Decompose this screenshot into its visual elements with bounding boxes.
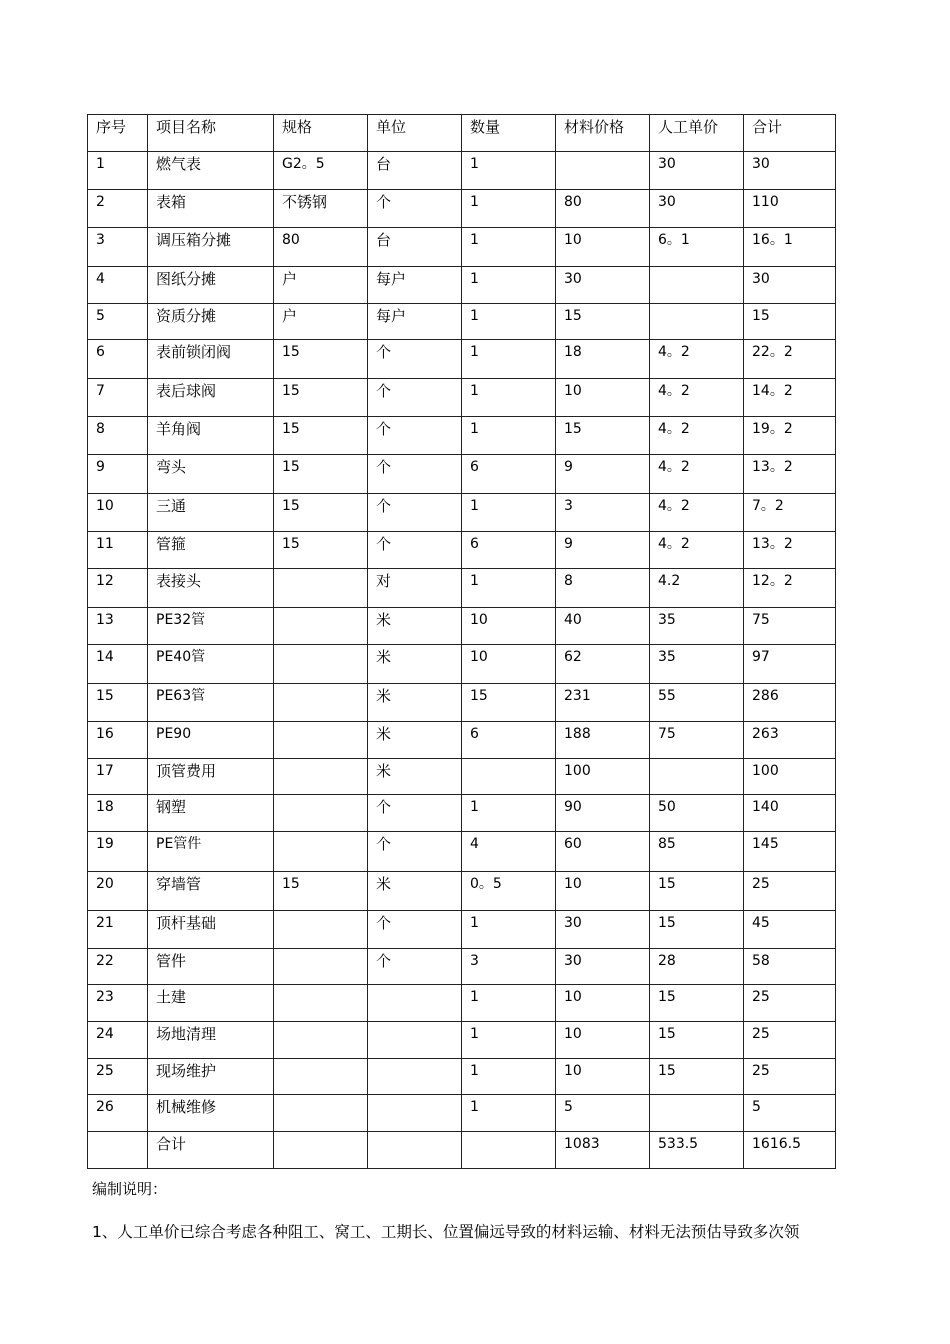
cell-col-material-price: 80 bbox=[556, 190, 650, 228]
cell-col-total: 145 bbox=[744, 832, 836, 872]
header-col-unit: 单位 bbox=[368, 115, 462, 152]
table-row bbox=[88, 1059, 836, 1095]
cell-col-index: 6 bbox=[88, 340, 148, 379]
cell-col-material-price: 10 bbox=[556, 228, 650, 267]
cell-col-item-name: 燃气表 bbox=[148, 152, 274, 190]
cell-col-spec bbox=[274, 645, 368, 684]
table-row bbox=[88, 190, 836, 228]
cell-col-unit: 米 bbox=[368, 872, 462, 911]
cell-col-index: 14 bbox=[88, 645, 148, 684]
table-row bbox=[88, 1095, 836, 1132]
table-row bbox=[88, 684, 836, 722]
cost-table bbox=[87, 114, 836, 1169]
cell-col-labor-price: 533.5 bbox=[650, 1132, 744, 1169]
cell-col-quantity bbox=[462, 1132, 556, 1169]
cell-col-spec: 户 bbox=[274, 267, 368, 304]
cell-col-item-name: PE32管 bbox=[148, 608, 274, 645]
cell-col-total: 140 bbox=[744, 795, 836, 832]
cell-col-quantity: 1 bbox=[462, 152, 556, 190]
table-row bbox=[88, 455, 836, 494]
cell-col-spec: 15 bbox=[274, 417, 368, 455]
cell-col-unit: 个 bbox=[368, 417, 462, 455]
cell-col-quantity: 1 bbox=[462, 1022, 556, 1059]
cell-col-unit: 对 bbox=[368, 569, 462, 608]
table-row bbox=[88, 985, 836, 1022]
cell-col-index: 22 bbox=[88, 949, 148, 985]
cell-col-labor-price: 85 bbox=[650, 832, 744, 872]
table-row bbox=[88, 722, 836, 759]
cell-col-item-name: 土建 bbox=[148, 985, 274, 1022]
table-row bbox=[88, 267, 836, 304]
cell-col-item-name: 合计 bbox=[148, 1132, 274, 1169]
cell-col-total: 15 bbox=[744, 304, 836, 340]
cell-col-unit bbox=[368, 1022, 462, 1059]
cell-col-total: 5 bbox=[744, 1095, 836, 1132]
cell-col-index: 2 bbox=[88, 190, 148, 228]
cell-col-material-price bbox=[556, 152, 650, 190]
cell-col-labor-price: 4。2 bbox=[650, 379, 744, 417]
cell-col-spec bbox=[274, 608, 368, 645]
cell-col-total: 12。2 bbox=[744, 569, 836, 608]
cell-col-spec bbox=[274, 684, 368, 722]
cell-col-material-price: 10 bbox=[556, 1022, 650, 1059]
cell-col-unit bbox=[368, 1132, 462, 1169]
cell-col-spec: 15 bbox=[274, 379, 368, 417]
cell-col-labor-price: 4。2 bbox=[650, 494, 744, 532]
cell-col-index: 8 bbox=[88, 417, 148, 455]
cell-col-item-name: 羊角阀 bbox=[148, 417, 274, 455]
cell-col-material-price: 188 bbox=[556, 722, 650, 759]
cell-col-item-name: 顶管费用 bbox=[148, 759, 274, 795]
cell-col-quantity: 3 bbox=[462, 949, 556, 985]
cell-col-item-name: 穿墙管 bbox=[148, 872, 274, 911]
table-header-row bbox=[88, 115, 836, 152]
cell-col-material-price: 231 bbox=[556, 684, 650, 722]
cell-col-item-name: 管箍 bbox=[148, 532, 274, 569]
header-col-labor-price: 人工单价 bbox=[650, 115, 744, 152]
table-row bbox=[88, 494, 836, 532]
cell-col-unit: 个 bbox=[368, 532, 462, 569]
cell-col-labor-price: 15 bbox=[650, 872, 744, 911]
cell-col-unit: 个 bbox=[368, 832, 462, 872]
cell-col-index: 15 bbox=[88, 684, 148, 722]
cell-col-total: 16。1 bbox=[744, 228, 836, 267]
cell-col-quantity: 1 bbox=[462, 190, 556, 228]
cell-col-item-name: 三通 bbox=[148, 494, 274, 532]
cell-col-total: 19。2 bbox=[744, 417, 836, 455]
cell-col-unit: 个 bbox=[368, 455, 462, 494]
cell-col-unit: 个 bbox=[368, 795, 462, 832]
cell-col-spec bbox=[274, 1132, 368, 1169]
cell-col-quantity: 10 bbox=[462, 608, 556, 645]
cell-col-material-price: 15 bbox=[556, 417, 650, 455]
cell-col-quantity: 6 bbox=[462, 455, 556, 494]
cell-col-unit: 个 bbox=[368, 949, 462, 985]
cell-col-index: 7 bbox=[88, 379, 148, 417]
cell-col-index: 13 bbox=[88, 608, 148, 645]
table-row bbox=[88, 872, 836, 911]
table-row bbox=[88, 949, 836, 985]
cell-col-spec bbox=[274, 985, 368, 1022]
cell-col-quantity: 6 bbox=[462, 532, 556, 569]
cell-col-item-name: 资质分摊 bbox=[148, 304, 274, 340]
cell-col-material-price: 30 bbox=[556, 911, 650, 949]
cell-col-labor-price: 15 bbox=[650, 911, 744, 949]
cell-col-material-price: 100 bbox=[556, 759, 650, 795]
cell-col-quantity: 1 bbox=[462, 267, 556, 304]
cell-col-labor-price: 4。2 bbox=[650, 455, 744, 494]
cell-col-unit: 每户 bbox=[368, 267, 462, 304]
cell-col-labor-price: 30 bbox=[650, 190, 744, 228]
header-col-material-price: 材料价格 bbox=[556, 115, 650, 152]
cell-col-total: 25 bbox=[744, 1022, 836, 1059]
cell-col-total: 58 bbox=[744, 949, 836, 985]
cell-col-item-name: 弯头 bbox=[148, 455, 274, 494]
cell-col-quantity: 6 bbox=[462, 722, 556, 759]
cell-col-item-name: 表后球阀 bbox=[148, 379, 274, 417]
cell-col-labor-price: 55 bbox=[650, 684, 744, 722]
cell-col-index: 4 bbox=[88, 267, 148, 304]
cell-col-labor-price: 15 bbox=[650, 1059, 744, 1095]
cell-col-total: 75 bbox=[744, 608, 836, 645]
table-row bbox=[88, 608, 836, 645]
cell-col-labor-price bbox=[650, 1095, 744, 1132]
cell-col-total: 13。2 bbox=[744, 455, 836, 494]
cell-col-spec bbox=[274, 795, 368, 832]
cell-col-item-name: 调压箱分摊 bbox=[148, 228, 274, 267]
cell-col-labor-price: 4。2 bbox=[650, 340, 744, 379]
cell-col-total: 14。2 bbox=[744, 379, 836, 417]
cell-col-quantity bbox=[462, 759, 556, 795]
cell-col-spec bbox=[274, 1059, 368, 1095]
cell-col-spec bbox=[274, 1022, 368, 1059]
cell-col-unit: 米 bbox=[368, 722, 462, 759]
cell-col-item-name: PE90 bbox=[148, 722, 274, 759]
table-row bbox=[88, 152, 836, 190]
cell-col-total: 25 bbox=[744, 1059, 836, 1095]
cell-col-item-name: 场地清理 bbox=[148, 1022, 274, 1059]
cell-col-spec: G2。5 bbox=[274, 152, 368, 190]
cell-col-quantity: 15 bbox=[462, 684, 556, 722]
cell-col-spec bbox=[274, 832, 368, 872]
cell-col-labor-price: 35 bbox=[650, 608, 744, 645]
cell-col-total: 286 bbox=[744, 684, 836, 722]
header-col-spec: 规格 bbox=[274, 115, 368, 152]
cell-col-item-name: PE管件 bbox=[148, 832, 274, 872]
cell-col-index: 19 bbox=[88, 832, 148, 872]
header-col-quantity: 数量 bbox=[462, 115, 556, 152]
cell-col-item-name: 钢塑 bbox=[148, 795, 274, 832]
cell-col-labor-price: 15 bbox=[650, 1022, 744, 1059]
cell-col-spec bbox=[274, 569, 368, 608]
cell-col-item-name: 管件 bbox=[148, 949, 274, 985]
cell-col-material-price: 10 bbox=[556, 1059, 650, 1095]
cell-col-material-price: 10 bbox=[556, 379, 650, 417]
cell-col-material-price: 9 bbox=[556, 455, 650, 494]
cell-col-material-price: 60 bbox=[556, 832, 650, 872]
cell-col-index: 11 bbox=[88, 532, 148, 569]
cell-col-unit: 个 bbox=[368, 379, 462, 417]
cell-col-index: 12 bbox=[88, 569, 148, 608]
cell-col-index: 17 bbox=[88, 759, 148, 795]
table-row bbox=[88, 832, 836, 872]
cell-col-index: 5 bbox=[88, 304, 148, 340]
cell-col-unit: 台 bbox=[368, 228, 462, 267]
cell-col-material-price: 9 bbox=[556, 532, 650, 569]
cell-col-unit bbox=[368, 1095, 462, 1132]
cell-col-quantity: 1 bbox=[462, 1059, 556, 1095]
cell-col-total: 45 bbox=[744, 911, 836, 949]
cell-col-item-name: 现场维护 bbox=[148, 1059, 274, 1095]
cell-col-quantity: 1 bbox=[462, 494, 556, 532]
cell-col-material-price: 40 bbox=[556, 608, 650, 645]
cell-col-total: 25 bbox=[744, 985, 836, 1022]
cell-col-quantity: 1 bbox=[462, 569, 556, 608]
cell-col-unit bbox=[368, 985, 462, 1022]
cell-col-material-price: 30 bbox=[556, 949, 650, 985]
cell-col-spec bbox=[274, 911, 368, 949]
cell-col-item-name: 图纸分摊 bbox=[148, 267, 274, 304]
cell-col-labor-price bbox=[650, 759, 744, 795]
cell-col-material-price: 18 bbox=[556, 340, 650, 379]
cell-col-total: 25 bbox=[744, 872, 836, 911]
cell-col-labor-price bbox=[650, 267, 744, 304]
table-row bbox=[88, 1022, 836, 1059]
table-row bbox=[88, 379, 836, 417]
cell-col-spec: 15 bbox=[274, 532, 368, 569]
cell-col-labor-price: 30 bbox=[650, 152, 744, 190]
cell-col-spec: 15 bbox=[274, 872, 368, 911]
cell-col-spec bbox=[274, 759, 368, 795]
cell-col-quantity: 1 bbox=[462, 379, 556, 417]
cell-col-spec: 不锈钢 bbox=[274, 190, 368, 228]
cell-col-index bbox=[88, 1132, 148, 1169]
cell-col-index: 9 bbox=[88, 455, 148, 494]
cell-col-material-price: 1083 bbox=[556, 1132, 650, 1169]
cell-col-spec bbox=[274, 722, 368, 759]
table-row bbox=[88, 532, 836, 569]
cell-col-unit: 米 bbox=[368, 684, 462, 722]
cell-col-index: 25 bbox=[88, 1059, 148, 1095]
cell-col-quantity: 10 bbox=[462, 645, 556, 684]
notes-line-1: 1、人工单价已综合考虑各种阻工、窝工、工期长、位置偏远导致的材料运输、材料无法预估导致多次领 bbox=[92, 1223, 800, 1241]
cell-col-labor-price: 4。2 bbox=[650, 532, 744, 569]
cell-col-total: 22。2 bbox=[744, 340, 836, 379]
cell-col-index: 3 bbox=[88, 228, 148, 267]
cell-col-quantity: 4 bbox=[462, 832, 556, 872]
cell-col-quantity: 1 bbox=[462, 417, 556, 455]
header-col-total: 合计 bbox=[744, 115, 836, 152]
cell-col-material-price: 90 bbox=[556, 795, 650, 832]
cell-col-item-name: 表前锁闭阀 bbox=[148, 340, 274, 379]
cell-col-unit: 台 bbox=[368, 152, 462, 190]
cell-col-labor-price: 4。2 bbox=[650, 417, 744, 455]
table-row bbox=[88, 795, 836, 832]
cell-col-spec: 15 bbox=[274, 494, 368, 532]
cell-col-total: 263 bbox=[744, 722, 836, 759]
cell-col-total: 100 bbox=[744, 759, 836, 795]
cell-col-total: 110 bbox=[744, 190, 836, 228]
cell-col-unit: 个 bbox=[368, 190, 462, 228]
cell-col-unit: 个 bbox=[368, 494, 462, 532]
cell-col-unit: 米 bbox=[368, 608, 462, 645]
cell-col-quantity: 1 bbox=[462, 304, 556, 340]
cell-col-index: 10 bbox=[88, 494, 148, 532]
cell-col-unit: 米 bbox=[368, 645, 462, 684]
cell-col-spec: 80 bbox=[274, 228, 368, 267]
cell-col-item-name: 表接头 bbox=[148, 569, 274, 608]
cell-col-index: 21 bbox=[88, 911, 148, 949]
cell-col-labor-price: 28 bbox=[650, 949, 744, 985]
cell-col-quantity: 1 bbox=[462, 228, 556, 267]
table-row bbox=[88, 228, 836, 267]
cell-col-unit: 个 bbox=[368, 340, 462, 379]
cell-col-item-name: 表箱 bbox=[148, 190, 274, 228]
cell-col-material-price: 5 bbox=[556, 1095, 650, 1132]
cell-col-quantity: 1 bbox=[462, 795, 556, 832]
cell-col-total: 30 bbox=[744, 152, 836, 190]
cell-col-labor-price bbox=[650, 304, 744, 340]
cell-col-unit bbox=[368, 1059, 462, 1095]
cell-col-material-price: 10 bbox=[556, 872, 650, 911]
cell-col-total: 1616.5 bbox=[744, 1132, 836, 1169]
cell-col-material-price: 30 bbox=[556, 267, 650, 304]
cell-col-spec: 15 bbox=[274, 340, 368, 379]
cell-col-index: 16 bbox=[88, 722, 148, 759]
cell-col-quantity: 1 bbox=[462, 985, 556, 1022]
cell-col-material-price: 15 bbox=[556, 304, 650, 340]
header-col-index: 序号 bbox=[88, 115, 148, 152]
cell-col-labor-price: 50 bbox=[650, 795, 744, 832]
cell-col-index: 18 bbox=[88, 795, 148, 832]
cell-col-total: 13。2 bbox=[744, 532, 836, 569]
cell-col-quantity: 1 bbox=[462, 1095, 556, 1132]
cell-col-item-name: PE63管 bbox=[148, 684, 274, 722]
cell-col-spec: 15 bbox=[274, 455, 368, 494]
table-row bbox=[88, 911, 836, 949]
cell-col-unit: 米 bbox=[368, 759, 462, 795]
cell-col-item-name: 顶杆基础 bbox=[148, 911, 274, 949]
table-total-row bbox=[88, 1132, 836, 1169]
cell-col-total: 7。2 bbox=[744, 494, 836, 532]
table-row bbox=[88, 304, 836, 340]
cell-col-quantity: 1 bbox=[462, 340, 556, 379]
cell-col-index: 24 bbox=[88, 1022, 148, 1059]
cell-col-labor-price: 75 bbox=[650, 722, 744, 759]
cell-col-material-price: 8 bbox=[556, 569, 650, 608]
cell-col-labor-price: 6。1 bbox=[650, 228, 744, 267]
cell-col-spec: 户 bbox=[274, 304, 368, 340]
cell-col-total: 30 bbox=[744, 267, 836, 304]
cell-col-labor-price: 35 bbox=[650, 645, 744, 684]
cell-col-labor-price: 4.2 bbox=[650, 569, 744, 608]
cell-col-quantity: 0。5 bbox=[462, 872, 556, 911]
cell-col-total: 97 bbox=[744, 645, 836, 684]
cell-col-material-price: 10 bbox=[556, 985, 650, 1022]
cell-col-labor-price: 15 bbox=[650, 985, 744, 1022]
notes-title: 编制说明： bbox=[92, 1180, 168, 1198]
table-row bbox=[88, 645, 836, 684]
table-row bbox=[88, 417, 836, 455]
cell-col-material-price: 62 bbox=[556, 645, 650, 684]
cell-col-spec bbox=[274, 949, 368, 985]
cell-col-unit: 个 bbox=[368, 911, 462, 949]
cell-col-material-price: 3 bbox=[556, 494, 650, 532]
table-row bbox=[88, 340, 836, 379]
cell-col-index: 20 bbox=[88, 872, 148, 911]
table-row bbox=[88, 759, 836, 795]
cell-col-index: 23 bbox=[88, 985, 148, 1022]
cell-col-index: 26 bbox=[88, 1095, 148, 1132]
cell-col-quantity: 1 bbox=[462, 911, 556, 949]
header-col-item-name: 项目名称 bbox=[148, 115, 274, 152]
cell-col-item-name: 机械维修 bbox=[148, 1095, 274, 1132]
cell-col-unit: 每户 bbox=[368, 304, 462, 340]
table-row bbox=[88, 569, 836, 608]
cell-col-spec bbox=[274, 1095, 368, 1132]
cell-col-item-name: PE40管 bbox=[148, 645, 274, 684]
cell-col-index: 1 bbox=[88, 152, 148, 190]
